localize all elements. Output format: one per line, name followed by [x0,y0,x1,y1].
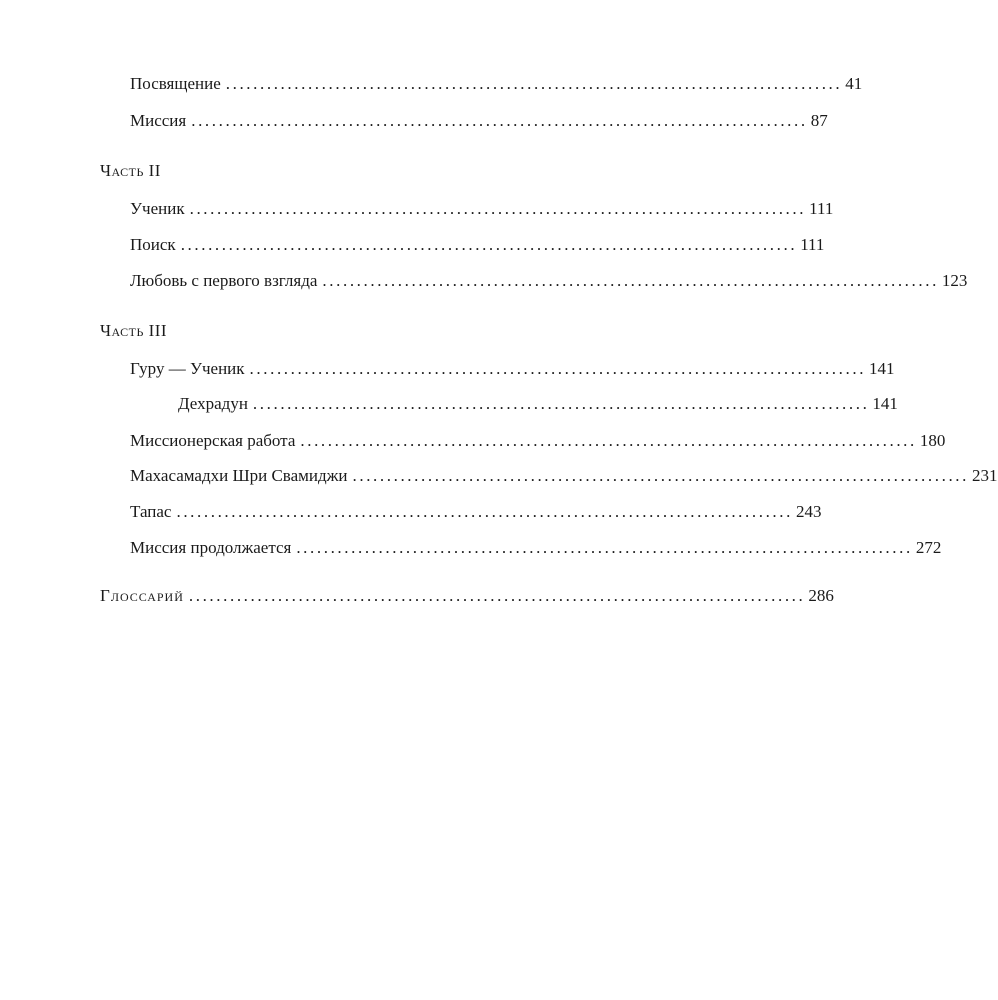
toc-entry-missionerskaya[interactable] [130,428,946,454]
toc-entry-title: Миссия продолжается [130,538,292,557]
toc-entry-title: Миссия [130,111,187,130]
toc-entry-page: 111 [800,235,825,254]
toc-entry-page: 243 [795,502,822,521]
dot-leader: .......................................................................................... [296,538,913,557]
dot-leader: .......................................................................................... [189,199,807,218]
toc-entry-uchenik[interactable] [130,196,834,222]
toc-entry-title: Глоссарий [100,586,184,605]
toc-entry-title: Поиск [130,235,176,254]
toc-entry-title: Посвящение [130,74,221,93]
toc-entry-page: 141 [869,359,895,378]
toc-entry-missiya[interactable] [130,108,828,134]
dot-leader: .......................................................................................... [252,394,870,413]
dot-leader: .......................................................................................... [225,74,843,93]
dot-leader: .......................................................................................... [322,271,939,290]
toc-entry-page: 272 [915,538,942,557]
part-heading-2: Часть II [100,161,161,180]
toc-entry-page: 231 [972,466,998,485]
toc-entry-dehradun[interactable] [178,391,898,417]
toc-entry-tapas[interactable] [130,499,822,525]
dot-leader: .......................................................................................... [188,586,806,605]
dot-leader: .......................................................................................... [352,466,969,485]
toc-entry-guru-uchenik[interactable] [130,356,895,382]
dot-leader: .......................................................................................... [300,431,917,450]
dot-leader: .......................................................................................... [176,502,793,521]
dot-leader: .......................................................................................... [180,235,798,254]
toc-entry-page: 141 [872,394,898,413]
toc-entry-posvyashchenie[interactable] [130,71,863,97]
toc-entry-title: Ученик [130,199,185,218]
toc-entry-glossariy[interactable] [100,583,834,609]
toc-entry-page: 41 [845,74,863,93]
toc-entry-mahasamadhi[interactable] [130,463,998,489]
toc-entry-title: Гуру — Ученик [130,359,245,378]
toc-entry-title: Тапас [130,502,172,521]
dot-leader: .......................................................................................... [191,111,808,130]
toc-entry-page: 87 [810,111,828,130]
toc-entry-lyubov[interactable] [130,268,968,294]
toc-entry-page: 111 [809,199,834,218]
toc-entry-page: 286 [808,586,834,605]
toc-entry-title: Махасамадхи Шри Свамиджи [130,466,348,485]
toc-entry-poisk[interactable] [130,232,825,258]
toc-entry-page: 123 [941,271,968,290]
toc-entry-title: Дехрадун [178,394,248,413]
toc-entry-page: 180 [919,431,946,450]
part-heading-3: Часть III [100,321,168,340]
toc-entry-missiya-prodolzhaetsya[interactable] [130,535,942,561]
toc-entry-title: Любовь с первого взгляда [130,271,318,290]
toc-entry-title: Миссионерская работа [130,431,296,450]
dot-leader: .......................................................................................... [249,359,867,378]
